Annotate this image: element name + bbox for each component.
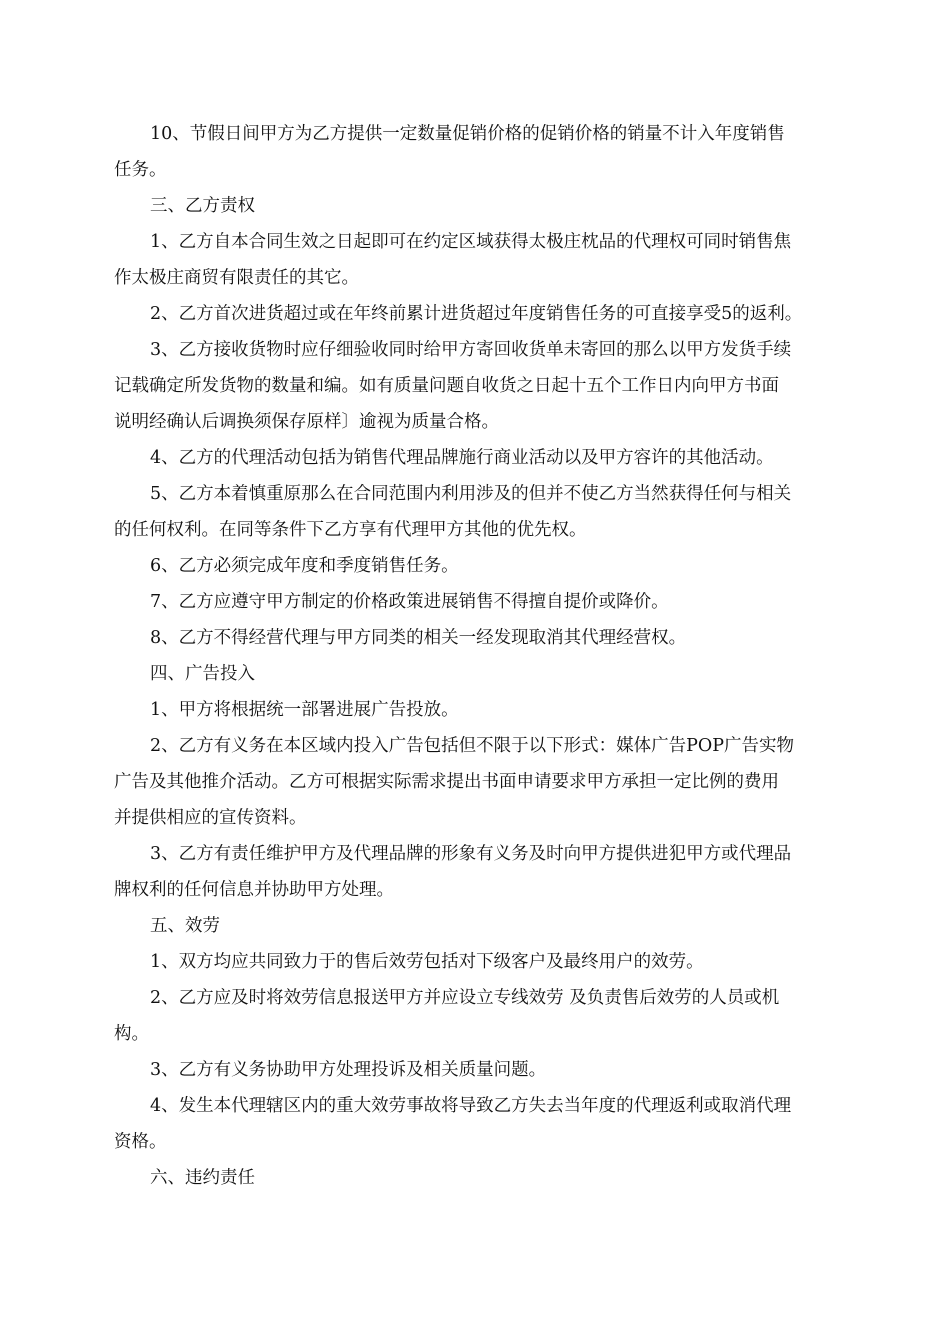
paragraph-line: 并提供相应的宣传资料。 bbox=[114, 808, 307, 828]
paragraph-line: 广告及其他推介活动。乙方可根据实际需求提出书面申请要求甲方承担一定比例的费用 bbox=[114, 772, 779, 792]
paragraph bbox=[114, 476, 856, 548]
paragraph bbox=[114, 296, 856, 332]
paragraph bbox=[114, 836, 856, 908]
paragraph bbox=[114, 1160, 856, 1196]
paragraph-line: 5、乙方本着慎重原那么在合同范围内利用涉及的但并不使乙方当然获得任何与相关 bbox=[150, 484, 792, 504]
paragraph bbox=[114, 656, 856, 692]
paragraph-line: 记载确定所发货物的数量和编。如有质量问题自收货之日起十五个工作日内向甲方书面 bbox=[114, 376, 779, 396]
paragraph bbox=[114, 908, 856, 944]
paragraph-line: 2、乙方有义务在本区域内投入广告包括但不限于以下形式：媒体广告POP广告实物 bbox=[150, 736, 795, 756]
paragraph-line: 构。 bbox=[114, 1024, 149, 1044]
paragraph-line: 1、乙方自本合同生效之日起即可在约定区域获得太极庄枕品的代理权可同时销售焦 bbox=[150, 232, 792, 252]
paragraph bbox=[114, 440, 856, 476]
paragraph bbox=[114, 1088, 856, 1160]
paragraph bbox=[114, 620, 856, 656]
paragraph-line: 1、双方均应共同致力于的售后效劳包括对下级客户及最终用户的效劳。 bbox=[150, 952, 704, 972]
paragraph-line: 六、违约责任 bbox=[150, 1168, 255, 1188]
paragraph bbox=[114, 188, 856, 224]
paragraph-line: 10、节假日间甲方为乙方提供一定数量促销价格的促销价格的销量不计入年度销售 bbox=[150, 124, 785, 144]
paragraph-line: 资格。 bbox=[114, 1132, 167, 1152]
paragraph bbox=[114, 1052, 856, 1088]
paragraph-line: 五、效劳 bbox=[150, 916, 220, 936]
paragraph-line: 4、发生本代理辖区内的重大效劳事故将导致乙方失去当年度的代理返利或取消代理 bbox=[150, 1096, 792, 1116]
paragraph-line: 3、乙方有义务协助甲方处理投诉及相关质量问题。 bbox=[150, 1060, 547, 1080]
paragraph-line: 四、广告投入 bbox=[150, 664, 255, 684]
paragraph-line: 说明经确认后调换须保存原样〕逾视为质量合格。 bbox=[114, 412, 499, 432]
paragraph-line: 2、乙方首次进货超过或在年终前累计进货超过年度销售任务的可直接享受5的返利。 bbox=[150, 304, 803, 324]
paragraph-line: 三、乙方责权 bbox=[150, 196, 255, 216]
paragraph-line: 1、甲方将根据统一部署进展广告投放。 bbox=[150, 700, 459, 720]
paragraph bbox=[114, 224, 856, 296]
paragraph-line: 8、乙方不得经营代理与甲方同类的相关一经发现取消其代理经营权。 bbox=[150, 628, 687, 648]
paragraph-line: 6、乙方必须完成年度和季度销售任务。 bbox=[150, 556, 459, 576]
paragraph-line: 2、乙方应及时将效劳信息报送甲方并应设立专线效劳 及负责售后效劳的人员或机 bbox=[150, 988, 780, 1008]
paragraph-line: 任务。 bbox=[114, 160, 167, 180]
paragraph-line: 牌权利的任何信息并协助甲方处理。 bbox=[114, 880, 394, 900]
paragraph bbox=[114, 584, 856, 620]
paragraph bbox=[114, 116, 856, 188]
paragraph-line: 4、乙方的代理活动包括为销售代理品牌施行商业活动以及甲方容许的其他活动。 bbox=[150, 448, 774, 468]
paragraph-line: 7、乙方应遵守甲方制定的价格政策进展销售不得擅自提价或降价。 bbox=[150, 592, 669, 612]
paragraph-line: 3、乙方接收货物时应仔细验收同时给甲方寄回收货单未寄回的那么以甲方发货手续 bbox=[150, 340, 792, 360]
paragraph bbox=[114, 980, 856, 1052]
paragraph-line: 的任何权利。在同等条件下乙方享有代理甲方其他的优先权。 bbox=[114, 520, 587, 540]
paragraph bbox=[114, 548, 856, 584]
paragraph bbox=[114, 332, 856, 440]
paragraph bbox=[114, 944, 856, 980]
paragraph-line: 作太极庄商贸有限责任的其它。 bbox=[114, 268, 359, 288]
document-body bbox=[114, 116, 856, 1196]
paragraph-line: 3、乙方有责任维护甲方及代理品牌的形象有义务及时向甲方提供进犯甲方或代理品 bbox=[150, 844, 792, 864]
paragraph bbox=[114, 728, 856, 836]
paragraph bbox=[114, 692, 856, 728]
